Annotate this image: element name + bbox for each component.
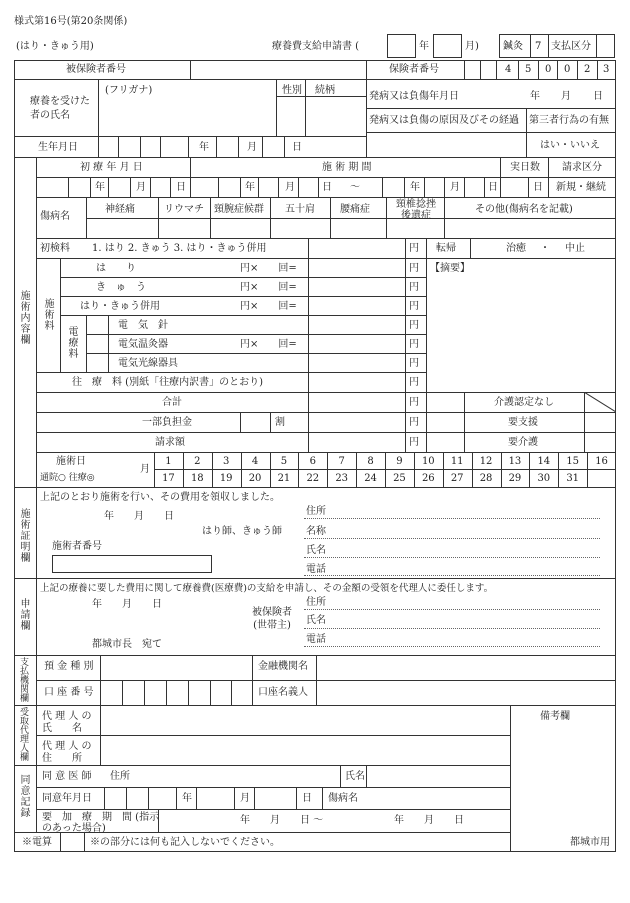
day-cell[interactable]: 8 [367, 456, 374, 467]
yen-unit: 円 [409, 243, 419, 254]
third-party-label: 第三者行為の有無 [529, 115, 609, 126]
year-box[interactable] [387, 34, 416, 58]
care-none[interactable]: 介護認定なし [494, 397, 554, 408]
disease-cervicobrachial: 頸腕症候群 [214, 204, 264, 215]
yen-unit: 円 [409, 301, 419, 312]
insured-head-label: 被保険者(世帯主) [252, 607, 292, 631]
treat-month-label: 月 [140, 464, 150, 475]
total-label: 合計 [162, 397, 182, 408]
cert-name-title-label: 名称 [306, 526, 326, 537]
cert-phone-label: 電話 [306, 564, 326, 575]
form-title: 様式第16号(第20条関係) [14, 16, 128, 27]
cert-text: 上記のとおり施術を行い、その費用を領収しました。 [40, 492, 280, 503]
period-label: 施 術 期 間 [322, 162, 372, 173]
cert-date: 年 月 日 [104, 511, 174, 522]
consent-address-label: 住所 [110, 771, 130, 782]
notes-label: 備考欄 [540, 711, 570, 722]
day-cell[interactable]: 17 [162, 473, 175, 484]
fee-combined: はり・きゅう併用 [80, 301, 160, 312]
fee-times: 円× 回= [240, 263, 297, 274]
account-holder-label: 口座名義人 [258, 687, 308, 698]
sex-label: 性別 [282, 85, 302, 96]
day-cell[interactable]: 27 [450, 473, 464, 484]
new-continue-select[interactable]: 新規・継続 [556, 182, 606, 193]
period-from-day: 日 [322, 182, 332, 193]
day-cell[interactable]: 30 [537, 473, 551, 484]
visit-fee-label: 往 療 料 (別紙「往療内訳書」のとおり) [72, 377, 263, 388]
day-cell[interactable]: 22 [306, 473, 320, 484]
insurer-number-label: 保険者番号 [389, 64, 439, 75]
day-cell[interactable]: 16 [595, 456, 608, 467]
care-diagonal [584, 392, 616, 412]
practitioner-no-label: 施術者番号 [52, 541, 102, 552]
day-cell[interactable]: 12 [479, 456, 493, 467]
consent-section-label: 同意記録 [18, 774, 29, 818]
care-support[interactable]: 要支援 [508, 417, 538, 428]
day-cell[interactable]: 13 [508, 456, 522, 467]
first-year: 年 [95, 182, 105, 193]
insurer-digit: 4 [505, 64, 512, 75]
form-subtitle: (はり・きゅう用) [16, 41, 94, 52]
period-from-month: 月 [285, 182, 295, 193]
onset-year: 年 [530, 91, 540, 102]
cert-address-label: 住所 [306, 506, 326, 517]
electro-light: 電気光線器具 [118, 358, 178, 369]
day-cell[interactable]: 7 [338, 456, 345, 467]
yen-unit: 円 [409, 397, 419, 408]
mayor-label: 都城市長 宛て [92, 639, 162, 650]
claim-amount-label: 請求額 [155, 437, 185, 448]
consent-doctor-label: 同 意 医 師 [42, 771, 92, 782]
birth-day: 日 [292, 142, 302, 153]
onset-date-label: 発病又は負傷年月日 [369, 91, 459, 102]
yen-unit: 円 [409, 282, 419, 293]
insurer-digit: 5 [525, 64, 532, 75]
disease-neuralgia: 神経痛 [105, 204, 135, 215]
account-number-label: 口 座 番 号 [44, 687, 94, 698]
required-period-to: 年 月 日 [394, 815, 464, 826]
summary-label: 【摘要】 [430, 263, 470, 274]
electro-moxa: 電気温灸器 [118, 339, 168, 350]
days-label: 実日数 [510, 162, 540, 173]
required-period-from: 年 月 日 〜 [240, 815, 324, 826]
treat-days-label: 施術日 [56, 456, 86, 467]
electro-label: 電療料 [66, 326, 77, 359]
practitioner-no-input[interactable] [52, 555, 212, 573]
yen-unit: 円 [409, 339, 419, 350]
period-to-month: 月 [450, 182, 460, 193]
disease-other: その他(傷病名を記載) [475, 204, 573, 215]
claim-class-label: 請求区分 [562, 162, 602, 173]
day-cell[interactable]: 23 [335, 473, 349, 484]
cert-section-label: 施術証明欄 [18, 508, 29, 563]
first-day: 日 [176, 182, 186, 193]
outcome-label: 転帰 [436, 243, 456, 254]
apply-date: 年 月 日 [92, 599, 162, 610]
consent-month: 月 [240, 793, 250, 804]
disease-name-label: 傷病名 [40, 211, 70, 222]
agent-section-label: 受取代理人欄 [18, 707, 28, 761]
fee-times: 円× 回= [240, 301, 297, 312]
days-unit: 日 [533, 182, 543, 193]
consent-year: 年 [182, 793, 192, 804]
treatment-fee-label: 施術料 [42, 298, 53, 331]
yen-unit: 円 [409, 263, 419, 274]
day-cell[interactable]: 21 [277, 473, 291, 484]
period-wave: 〜 [350, 182, 360, 193]
day-cell[interactable]: 15 [566, 456, 580, 467]
month-box[interactable] [433, 34, 462, 58]
ratio-label: 割 [275, 417, 285, 428]
birthdate-label: 生年月日 [38, 142, 78, 153]
insurer-digit: 0 [545, 64, 552, 75]
third-party-yes-no[interactable]: はい・いいえ [540, 140, 600, 151]
visit-marks-label: 通院○ 往療◎ [40, 473, 95, 483]
insured-number-label: 被保険者番号 [66, 64, 126, 75]
pay-class-label: 支払区分 [551, 41, 591, 52]
first-fee-label: 初検料 [40, 243, 70, 254]
consent-name-label: 氏名 [345, 771, 365, 782]
agent-address-label: 代 理 人 の 住 所 [42, 741, 92, 764]
shinkyu-number: 7 [535, 41, 542, 52]
practitioner-label: はり師、きゅう師 [202, 526, 282, 537]
treatment-section-label: 施術内容欄 [18, 290, 29, 345]
period-to-day: 日 [488, 182, 498, 193]
period-from-year: 年 [245, 182, 255, 193]
day-cell[interactable]: 19 [219, 473, 233, 484]
cert-fullname-label: 氏名 [306, 545, 326, 556]
electro-times: 円× 回= [240, 339, 297, 350]
day-cell[interactable]: 31 [566, 473, 580, 484]
day-cell[interactable]: 20 [248, 473, 262, 484]
calc-label: ※電算 [22, 837, 52, 848]
apply-name-label: 氏名 [306, 615, 326, 626]
cause-label: 発病又は負傷の原因及びその経過 [369, 115, 519, 126]
year-label: 年 [419, 41, 429, 52]
day-cell[interactable]: 14 [537, 456, 551, 467]
fee-hari: は り [96, 263, 136, 274]
outcome-cured[interactable]: 治癒 [506, 243, 526, 254]
disease-frozen-shoulder: 五十肩 [285, 204, 315, 215]
electro-needle: 電 気 針 [118, 320, 168, 331]
day-cell[interactable]: 9 [396, 456, 403, 467]
footer-note: ※の部分には何も記入しないでください。 [90, 837, 280, 848]
deposit-type-label: 預 金 種 別 [44, 661, 94, 672]
period-to-year: 年 [410, 182, 420, 193]
care-need[interactable]: 要介護 [508, 437, 538, 448]
consent-disease-label: 傷病名 [328, 793, 358, 804]
day-cell[interactable]: 4 [251, 456, 259, 467]
fee-kyu: き ゅ う [96, 282, 146, 293]
furigana-label: (フリガナ) [105, 85, 153, 96]
first-date-label: 初 療 年 月 日 [80, 162, 143, 173]
yen-unit: 円 [409, 377, 419, 388]
partial-payment-label: 一部負担金 [142, 417, 192, 428]
yen-unit: 円 [409, 320, 419, 331]
agent-name-label: 代 理 人 の 氏 名 [42, 711, 92, 734]
day-cell[interactable]: 28 [479, 473, 493, 484]
relation-label: 続柄 [315, 85, 335, 96]
disease-rheumatism: リウマチ [164, 204, 204, 215]
day-cell[interactable]: 3 [223, 456, 230, 467]
insurer-digit: 0 [564, 64, 571, 75]
day-cell[interactable]: 6 [309, 456, 316, 467]
apply-section-label: 申請欄 [18, 598, 29, 631]
fee-times: 円× 回= [240, 282, 297, 293]
yen-unit: 円 [409, 358, 419, 369]
consent-day: 日 [302, 793, 312, 804]
day-cell[interactable]: 1 [165, 456, 172, 467]
birth-year: 年 [199, 142, 209, 153]
day-cell[interactable]: 11 [450, 456, 464, 467]
apply-text: 上記の療養に要した費用に関して療養費(医療費)の支給を申請し、その金額の受領を代理人に委任します。 [40, 583, 494, 594]
pay-section-label: 支払機関欄 [18, 657, 28, 702]
shinkyu-label: 鍼灸 [503, 41, 523, 52]
disease-lumbago: 腰痛症 [340, 204, 370, 215]
patient-name-label: 療養を受けた者の氏名 [30, 96, 90, 121]
day-cell[interactable]: 25 [393, 473, 406, 484]
apply-phone-label: 電話 [306, 634, 326, 645]
bank-name-label: 金融機関名 [258, 661, 308, 672]
outcome-stopped[interactable]: 中止 [565, 243, 585, 254]
required-period-label: 要 加 療 期 間 (指示のあった場合) [42, 812, 160, 834]
form-name: 療養費支給申請書 ( [272, 41, 360, 52]
outcome-separator: ・ [540, 243, 550, 254]
disease-whiplash: 頸椎捻挫後遺症 [396, 199, 436, 221]
yen-unit: 円 [409, 437, 419, 448]
apply-address-label: 住所 [306, 597, 326, 608]
onset-month: 月 [561, 91, 571, 102]
city-use-label: 都城市用 [570, 837, 610, 848]
day-cell[interactable]: 29 [508, 473, 522, 484]
day-cell[interactable]: 18 [190, 473, 204, 484]
onset-day: 日 [593, 91, 603, 102]
birth-month: 月 [247, 142, 257, 153]
day-cell[interactable]: 2 [194, 456, 201, 467]
consent-date-label: 同意年月日 [42, 793, 92, 804]
day-cell[interactable]: 5 [280, 456, 288, 467]
month-label: 月) [465, 41, 479, 52]
day-cell[interactable]: 10 [421, 456, 435, 467]
insurer-digit: 3 [603, 64, 610, 75]
first-month: 月 [136, 182, 146, 193]
yen-unit: 円 [409, 417, 419, 428]
insurer-digit: 2 [584, 64, 591, 75]
day-cell[interactable]: 24 [364, 473, 377, 484]
first-fee-options[interactable]: 1. はり 2. きゅう 3. はり・きゅう併用 [92, 243, 267, 254]
day-cell[interactable]: 26 [421, 473, 435, 484]
